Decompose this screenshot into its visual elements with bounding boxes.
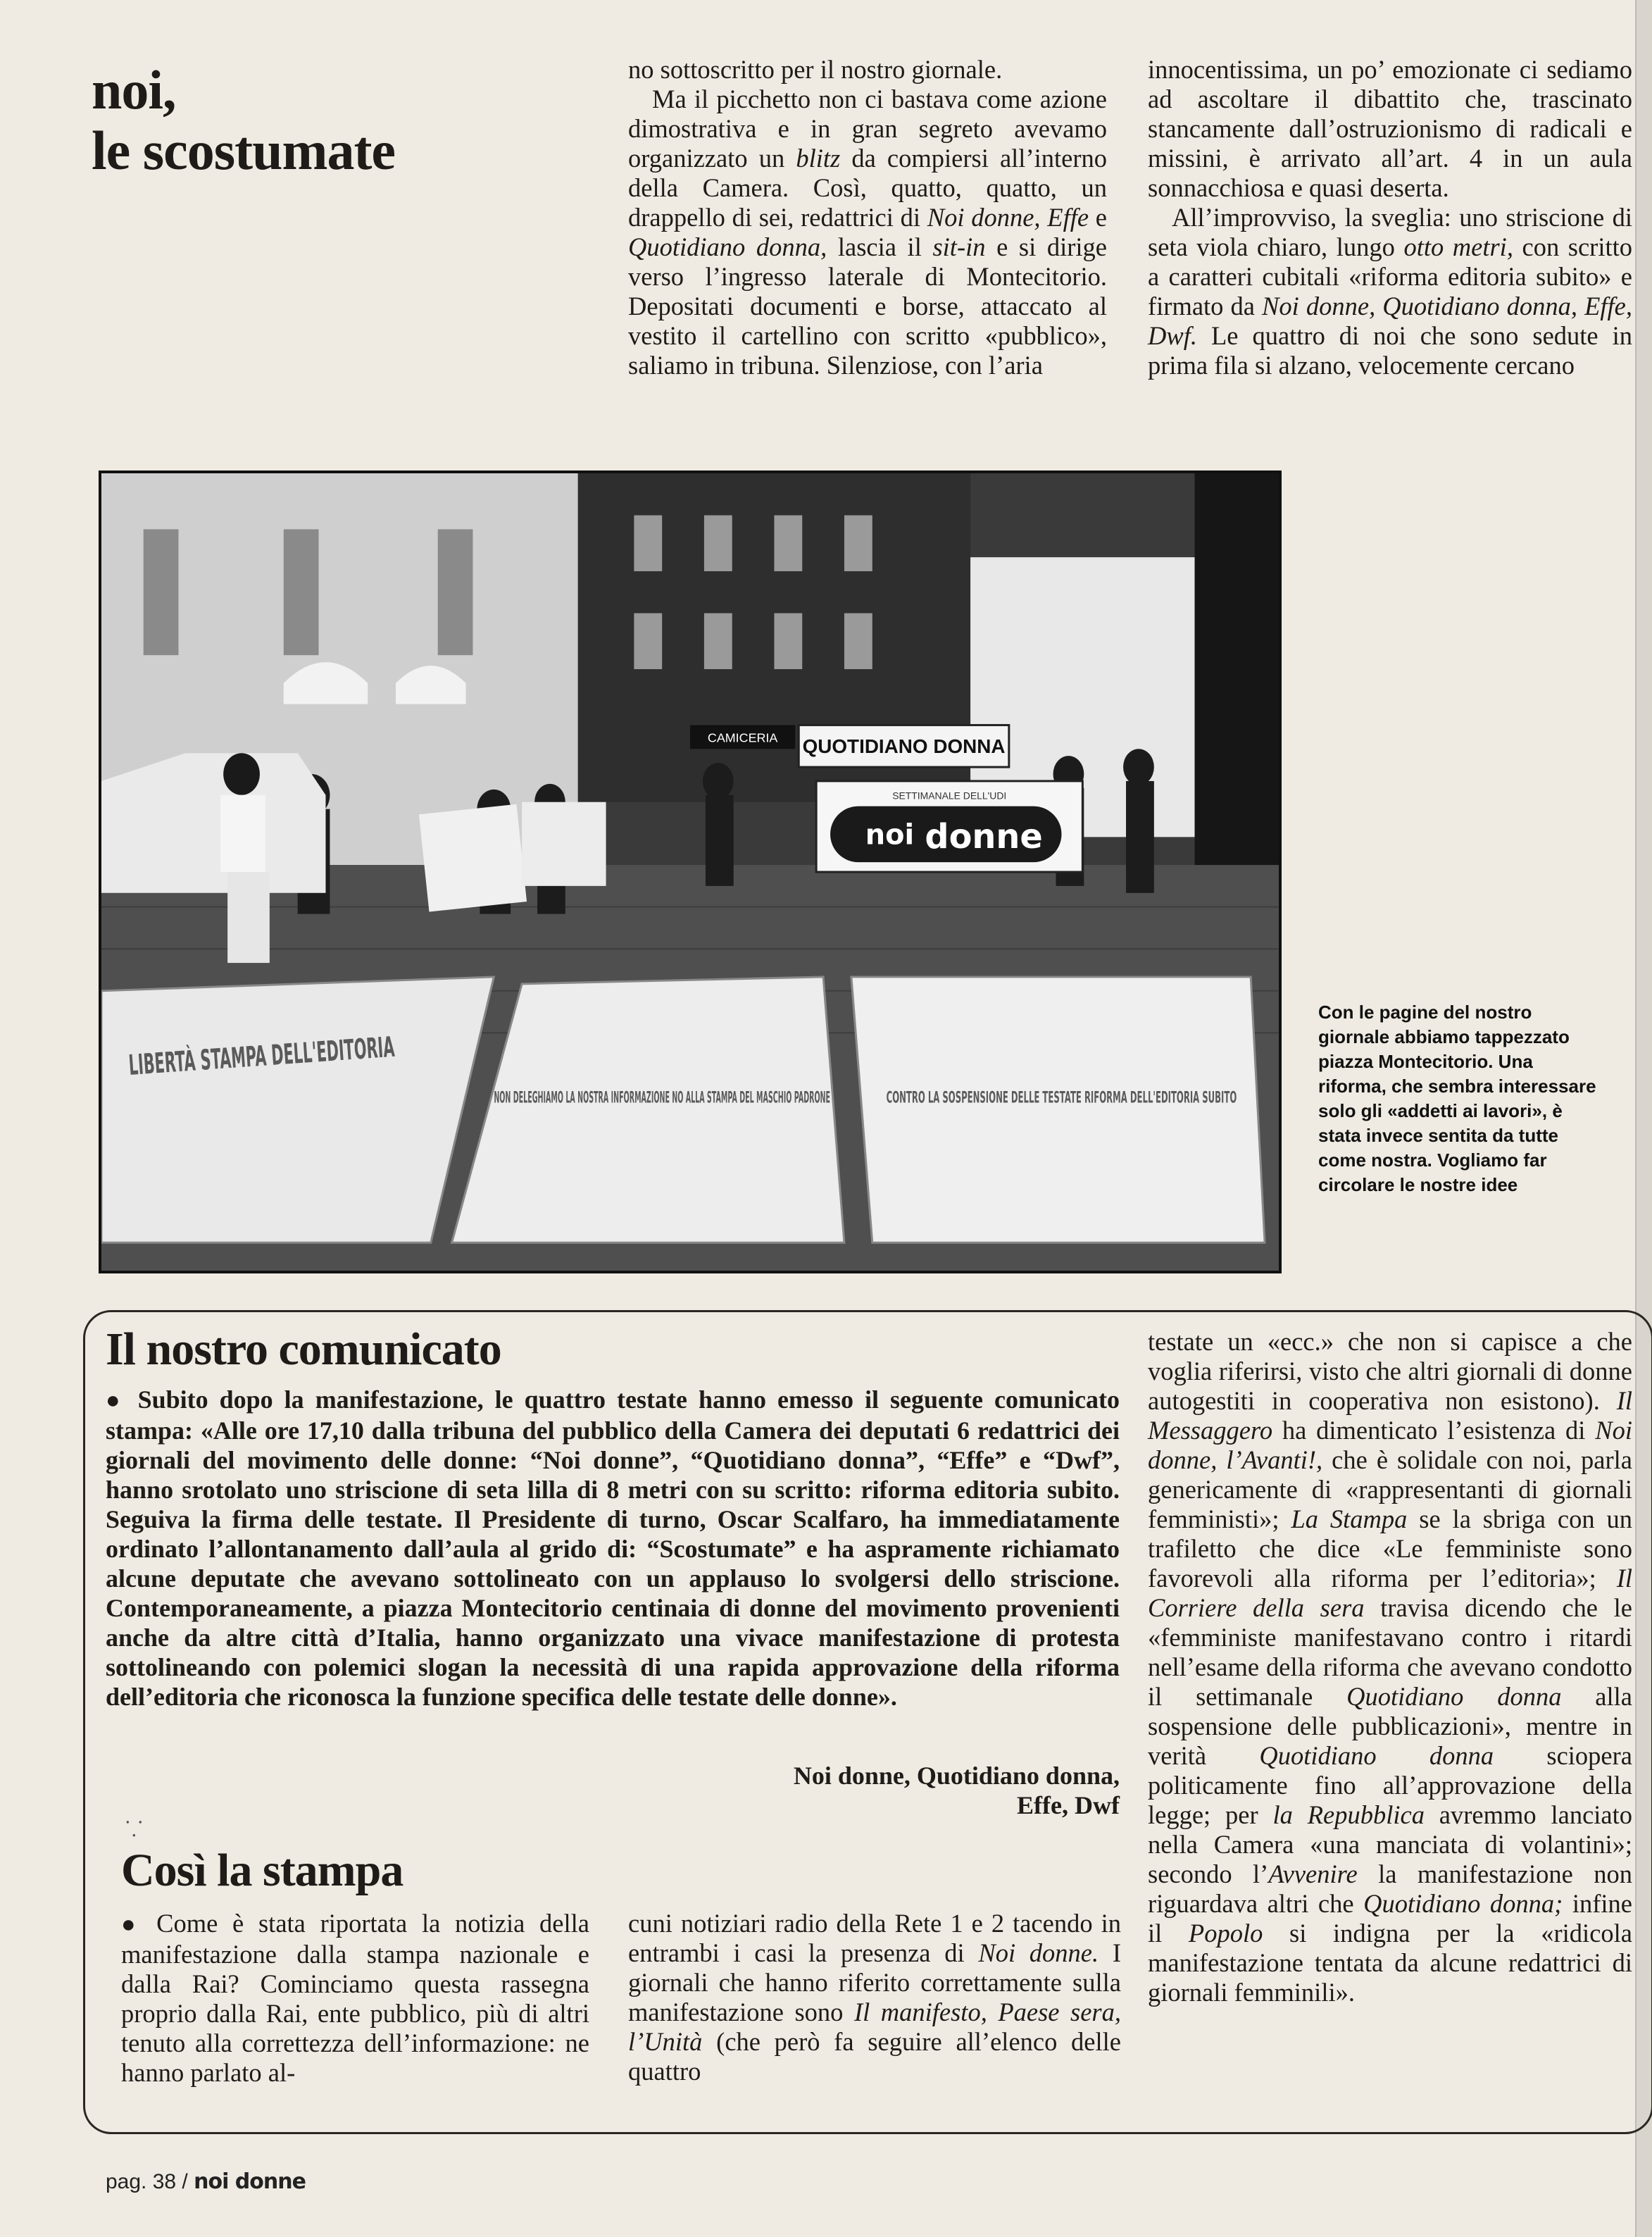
stampa-column-2: cuni notiziari radio della Rete 1 e 2 tacendo in entrambi i casi la presenza di Noi donne. I giornali che hanno riferito correttamente sulla manifestazione sono Il manifesto, Paese sera, l’Unità (che però fa seguire all’elenco delle quattro bbox=[628, 1909, 1122, 2086]
photo-illustration bbox=[101, 473, 1279, 1271]
photo-caption: Con le pagine del nostro giornale abbiamo tappezzato piazza Montecitorio. Una riforma, che sembra interessare solo gli «addetti ai lavori», è stata invece sentita da tutte come nostra. Vogliamo far circolare le nostre idee bbox=[1318, 1002, 1596, 1195]
article-column-2 bbox=[1148, 55, 1632, 380]
page-number: pag. 38 / bbox=[106, 2170, 188, 2193]
paragraph: innocentissima, un po’ emozionate ci sediamo ad ascoltare il dibattito che, trascinato stancamente dall’ostruzionismo di radicali e missini, è arrivato all’art. 4 in un aula sonnacchiosa e quasi deserta. bbox=[1148, 55, 1632, 202]
magazine-logo: noi donne bbox=[194, 2169, 306, 2194]
stray-mark: ⸪ bbox=[125, 1818, 143, 1841]
bullet-icon: ● bbox=[106, 1388, 125, 1414]
paragraph: Ma il picchetto non ci bastava come azione dimostrativa e in gran segreto avevamo organizzato un blitz da compiersi all’interno della Camera. Così, quatto, quatto, un drappello di sei, redattrici di Noi donne, Effe e Quotidiano donna, lascia il sit-in e si dirige verso l’ingresso laterale di Montecitorio. Depositati documenti e borse, attaccato al vestito il cartellino con scritto «pubblico», saliamo in tribuna. Silenziose, con l’aria bbox=[628, 85, 1108, 380]
stampa-column-1: ● Come è stata riportata la notizia della manifestazione dalla stampa nazionale e dalla Rai? Cominciamo questa rassegna proprio dalla Rai, ente pubblico, più di altri tenuto alla correttezza dell’informazione: ne hanno parlato al- bbox=[121, 1909, 589, 2087]
car bbox=[101, 753, 325, 893]
shop-sign: CAMICERIA bbox=[707, 730, 778, 745]
comunicato-title: Il nostro comunicato bbox=[106, 1323, 501, 1375]
article-column-1 bbox=[628, 55, 1107, 380]
poster-1: LIBERTÀ STAMPA DELL'EDITORIA bbox=[127, 1014, 639, 1082]
comunicato-signature: Noi donne, Quotidiano donna, Effe, Dwf bbox=[793, 1762, 1120, 1819]
banner-small-text: SETTIMANALE DELL'UDI bbox=[892, 790, 1007, 802]
poster-3: CONTRO LA SOSPENSIONE DELLE TESTATE RIFORMA DELL'EDITORIA SUBITO bbox=[886, 1089, 1237, 1107]
page-footer bbox=[106, 2169, 306, 2194]
article-title bbox=[92, 60, 528, 181]
paragraph: no sottoscritto per il nostro giornale. bbox=[628, 55, 1003, 84]
title-line-2: le scostumate bbox=[92, 120, 396, 181]
banner-donne: donne bbox=[925, 818, 1043, 857]
stampa-column-3: testate un «ecc.» che non si capisce a che voglia riferirsi, visto che altri giornali di donne autogestiti in cooperativa non esistono). Il Messaggero ha dimenticato l’esistenza di Noi donne, l’Avanti!, che è solidale con noi, parla genericamente di «rappresentanti di giornali femministi»; La Stampa se la sbriga con un trafiletto che dice «Le femministe sono favorevoli alla riforma per l’editoria»; Il Corriere della sera travisa dicendo che le «femministe manifestavano contro i ritardi nell’esame della riforma che avevano condotto il settimanale Quotidiano donna alla sospensione delle pubblicazioni», mentre in verità Quotidiano donna sciopera politicamente fino all’approvazione della legge; per la Repubblica avremmo lanciato nella Camera «una manciata di volantini»; secondo l’Avvenire la manifestazione non riguardava altri che Quotidiano donna; infine il Popolo si indigna per la «ridicola manifestazione tentata da alcune redattrici di giornali femminili». bbox=[1148, 1327, 1633, 2007]
banner-quotidiano-donna: QUOTIDIANO DONNA bbox=[802, 735, 1006, 758]
paragraph: All’improvviso, la sveglia: uno striscione di seta viola chiaro, lungo otto metri, con scritto a caratteri cubitali «riforma editoria subito» e firmato da Noi donne, Quotidiano donna, Effe, Dwf. Le quattro di noi che sono sedute in prima fila si alzano, velocemente cercano bbox=[1148, 203, 1633, 380]
poster-2: NON DELEGHIAMO LA NOSTRA INFORMAZIONE NO ALLA STAMPA DEL MASCHIO PADRONE bbox=[494, 1089, 831, 1107]
title-line-1: noi, bbox=[92, 59, 176, 120]
bullet-icon: ● bbox=[121, 1912, 144, 1938]
column bbox=[1195, 473, 1279, 893]
comunicato-text: ● Subito dopo la manifestazione, le quattro testate hanno emesso il seguente comunicato stampa: «Alle ore 17,10 dalla tribuna del pubblico della Camera dei deputati 6 redattrici dei giornali del movimento delle donne: “Noi donne”, “Quotidiano donna”, “Effe” e “Dwf”, hanno srotolato uno striscione di seta lilla di 8 metri con su scritto: riforma editoria subito. Seguiva la firma delle testate. Il Presidente di turno, Oscar Scalfaro, ha immediatamente ordinato l’allontanamento dall’aula al grido di: “Scostumate” e ha aspramente richiamato alcune deputate che avevano sottolineato con un applauso lo svolgersi dello striscione. Contemporaneamente, a piazza Montecitorio centinaia di donne del movimento provenienti anche da altre città d’Italia, hanno organizzato una vivace manifestazione di protesta sottolineando con polemici slogan la necessità di una rapida approvazione della riforma dell’editoria che riconosca la funzione specifica delle testate delle donne». bbox=[106, 1385, 1120, 1711]
stampa-title: Così la stampa bbox=[121, 1845, 403, 1896]
protest-photo bbox=[99, 471, 1282, 1273]
banner-noi: noi bbox=[865, 818, 915, 852]
